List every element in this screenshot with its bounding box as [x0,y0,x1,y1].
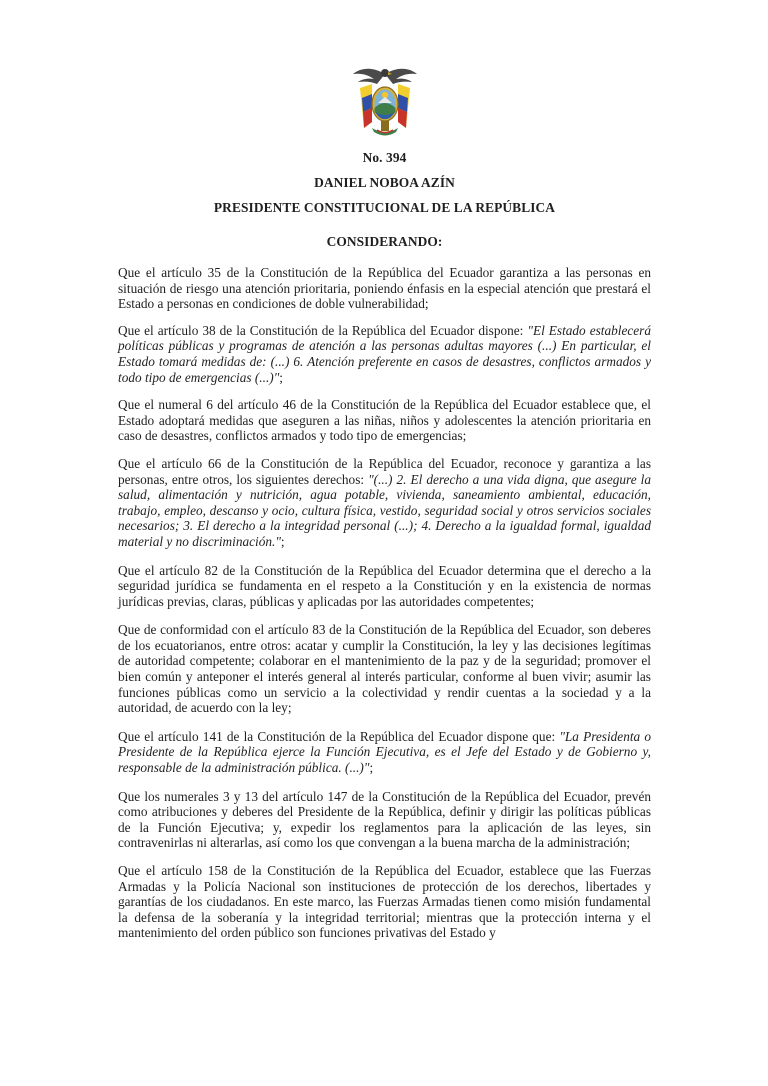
considerando-heading: CONSIDERANDO: [326,234,443,249]
paragraph-art-66 [118,456,651,550]
paragraph-art-46 [118,397,651,444]
president-name: DANIEL NOBOA AZÍN [314,175,455,190]
paragraph-tail: ; [279,369,283,385]
ecuador-coat-of-arms-icon [350,62,420,140]
document-page [0,62,768,1086]
paragraph-text: Que el artículo 35 de la Constitución de la República del Ecuador garantiza a las personas en situación de riesgo una atención prioritaria, poniendo énfasis en la especial atención que prestará el Estado a personas en condiciones de doble vulnerabilidad; [118,265,651,312]
paragraph-text: Que de conformidad con el artículo 83 de la Constitución de la República del Ecuador, son deberes de los ecuatorianos, entre otros: acatar y cumplir la Constitución, la ley y las decisiones legítimas de autoridad competente; colaborar en el mantenimiento de la paz y de la seguridad; promover el bien común y anteponer el interés general al interés particular, conforme al buen vivir; asumir las funciones públicas como un servicio a la colectividad y rendir cuentas a la sociedad y a la autoridad, de acuerdo con la ley; [118,622,651,716]
paragraph-art-83 [118,622,651,716]
paragraph-art-141 [118,729,651,776]
decree-number: No. 394 [362,150,407,165]
paragraph-tail: ; [369,760,374,776]
paragraph-text: Que el artículo 82 de la Constitución de la República del Ecuador determina que el derecho a la seguridad jurídica se fundamenta en el respeto a la Constitución y en la existencia de normas jurídicas previas, claras, públicas y aplicadas por las autoridades competentes; [118,562,651,609]
paragraph-text: Que el artículo 66 de la Constitución de la República del Ecuador, reconoce y garantiza a las personas, entre otros, los siguientes derechos: [118,455,651,487]
paragraph-art-82 [118,563,651,610]
president-title: PRESIDENTE CONSTITUCIONAL DE LA REPÚBLICA [213,200,556,215]
paragraph-text: Que el artículo 141 de la Constitución de la República del Ecuador dispone que: [118,728,560,744]
paragraph-text: Que el artículo 158 de la Constitución de la República del Ecuador, establece que las Fuerzas Armadas y la Policía Nacional son instituciones de protección de los derechos, libertades y garantías de los ciudadanos. En este marco, las Fuerzas Armadas tienen como misión fundamental la defensa de la soberanía y la integridad territorial; mientras que la protección interna y el mantenimiento del orden público son funciones privativas del Estado y [118,863,651,941]
paragraph-art-147 [118,789,651,851]
paragraph-tail: ; [280,533,285,549]
paragraph-art-38 [118,323,651,385]
paragraph-text: Que el artículo 38 de la Constitución de la República del Ecuador dispone: [118,322,528,338]
paragraph-art-158 [118,863,651,941]
paragraph-text: Que los numerales 3 y 13 del artículo 147 de la Constitución de la República del Ecuador, prevén como atribuciones y deberes del Presidente de la República, definir y dirigir las políticas públicas de la Función Ejecutiva; y, expedir los reglamentos para la aplicación de las leyes, sin contravenirlas ni alterarlas, así como los que convengan a la buena marcha de la administración; [118,788,651,851]
paragraph-quote: "La Presidenta o Presidente de la República ejerce la Función Ejecutiva, es el Jefe del Estado y de Gobierno y, responsable de la administración pública. (...)" [118,728,651,776]
paragraph-quote: "(...) 2. El derecho a una vida digna, que asegure la salud, alimentación y nutrición, agua potable, vivienda, saneamiento ambiental, educación, trabajo, empleo, descanso y ocio, cultura física, vestido, seguridad social y otros servicios sociales necesarios; 3. El derecho a la integridad personal (...); 4. Derecho a la igualdad formal, igualdad material y no discriminación." [118,471,651,549]
paragraph-art-35 [118,265,651,312]
paragraph-quote: "El Estado establecerá políticas públicas y programas de atención a las personas adultas mayores (...) En particular, el Estado tomará medidas de: (...) 6. Atención preferente en casos de desastres, conflictos armados y todo tipo de emergencias (...)" [118,322,651,385]
paragraph-text: Que el numeral 6 del artículo 46 de la Constitución de la República del Ecuador establece que, el Estado adoptará medidas que aseguren a las niñas, niños y adolescentes la atención prioritaria en caso de desastres, conflictos armados y todo tipo de emergencias; [118,397,651,444]
